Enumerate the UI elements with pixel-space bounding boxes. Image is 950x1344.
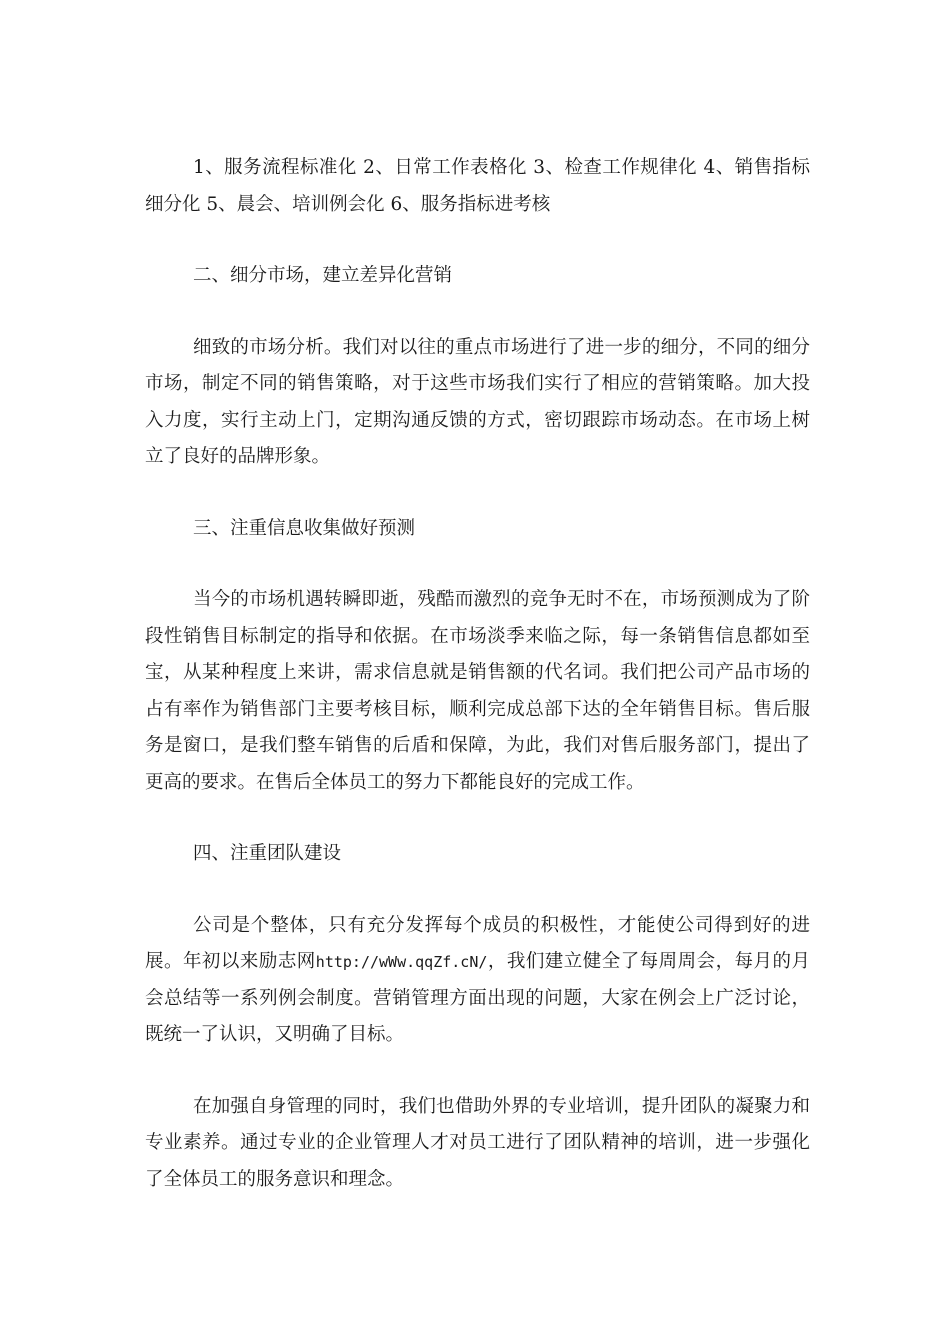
paragraph-market-forecast: 当今的市场机遇转瞬即逝，残酷而激烈的竞争无时不在，市场预测成为了阶段性销售目标制定的指导和依据。在市场淡季来临之际，每一条销售信息都如至宝，从某种程度上来讲，需求信息就是销售额的代名词。我们把公司产品市场的占有率作为销售部门主要考核目标，顺利完成总部下达的全年销售目标。售后服务是窗口，是我们整车销售的后盾和保障，为此，我们对售后服务部门，提出了更高的要求。在售后全体员工的努力下都能良好的完成工作。 — [145, 589, 810, 793]
paragraph-team-meetings — [145, 908, 810, 1054]
document-body — [145, 150, 810, 1198]
team-meetings-text-end: ，我们建立健全了每周周会，每月的月会总结等一系列例会制度。营销管理方面出现的问题，大家在例会上广泛讨论，既统一了认识，又明确了目标。 — [145, 951, 810, 1045]
paragraph-service-standards: 1、服务流程标准化 2、日常工作表格化 3、检查工作规律化 4、销售指标细分化 5、晨会、培训例会化 6、服务指标进考核 — [145, 157, 810, 215]
paragraph-professional-training: 在加强自身管理的同时，我们也借助外界的专业培训，提升团队的凝聚力和专业素养。通过专业的企业管理人才对员工进行了团队精神的培训，进一步强化了全体员工的服务意识和理念。 — [145, 1095, 810, 1190]
heading-market-segmentation: 二、细分市场，建立差异化营销 — [193, 265, 453, 286]
team-meetings-text-start: 公司是个整体，只有充分发挥每个成员的积极性，才能使公司得到好的进展。年初以来励志网 — [145, 914, 810, 972]
heading-team-building: 四、注重团队建设 — [193, 843, 342, 864]
heading-information-forecast: 三、注重信息收集做好预测 — [193, 517, 416, 539]
paragraph-market-analysis: 细致的市场分析。我们对以往的重点市场进行了进一步的细分，不同的细分市场，制定不同的销售策略，对于这些市场我们实行了相应的营销策略。加大投入力度，实行主动上门，定期沟通反馈的方式，密切跟踪市场动态。在市场上树立了良好的品牌形象。 — [145, 336, 810, 467]
website-link[interactable]: http://wWw.qqZf.cN/ — [315, 953, 488, 971]
